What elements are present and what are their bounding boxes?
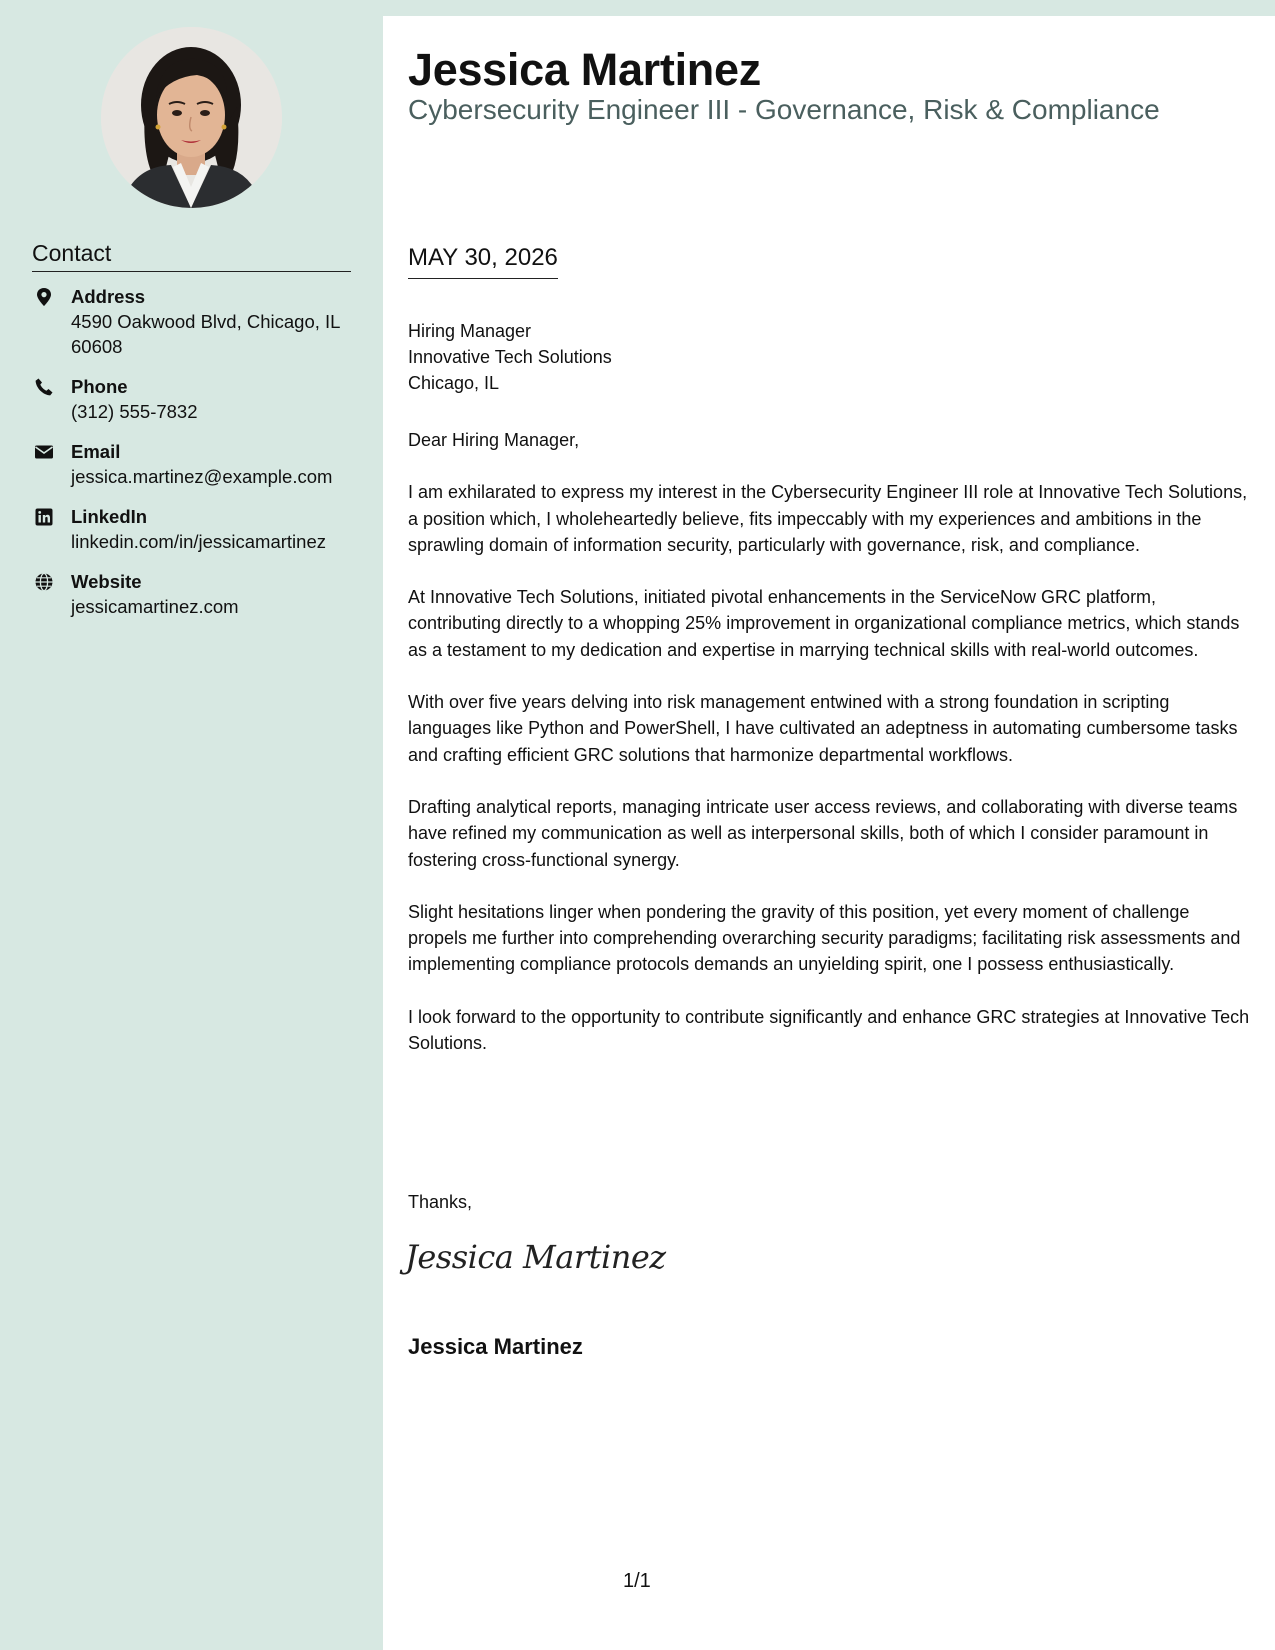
contact-label: Phone — [71, 376, 128, 397]
contact-value: 4590 Oakwood Blvd, Chicago, IL 60608 — [71, 311, 340, 357]
contact-value: jessicamartinez.com — [71, 596, 239, 617]
recipient-line: Chicago, IL — [408, 373, 500, 393]
contact-website — [32, 570, 362, 619]
recipient-block — [408, 318, 612, 396]
letter-body — [408, 427, 1253, 1082]
contact-email — [32, 440, 362, 489]
sidebar — [0, 0, 383, 1650]
signature — [405, 1238, 685, 1298]
signature-script: Jessica Martinez — [405, 1238, 666, 1276]
applicant-title: Cybersecurity Engineer III - Governance, Risk & Compliance — [408, 94, 1160, 125]
salutation: Dear Hiring Manager, — [408, 430, 580, 450]
linkedin-icon — [34, 507, 54, 527]
body-paragraph: Drafting analytical reports, managing intricate user access reviews, and collaborating with diverse teams have refined my communication as well as interpersonal skills, both of which I consider paramount in fostering cross-functional synergy. — [408, 796, 1238, 870]
phone-icon — [34, 377, 54, 397]
contact-label: LinkedIn — [71, 506, 148, 527]
contact-address — [32, 285, 362, 359]
letter-main — [383, 16, 1275, 1650]
recipient-line: Hiring Manager — [408, 321, 532, 341]
contact-value: jessica.martinez@example.com — [71, 466, 333, 487]
body-paragraph: Slight hesitations linger when pondering the gravity of this position, yet every moment of challenge propels me further into comprehending overarching security paradigms; facilitating risk assessments and implementing compliance protocols demands an unyielding spirit, one I possess enthusiastically. — [408, 901, 1241, 975]
contact-label: Email — [71, 441, 121, 462]
contact-list — [32, 285, 362, 635]
contact-value: linkedin.com/in/jessicamartinez — [71, 531, 326, 552]
signer-name: Jessica Martinez — [408, 1334, 583, 1359]
profile-photo-illustration — [101, 27, 282, 208]
body-paragraph: I look forward to the opportunity to contribute significantly and enhance GRC strategies at Innovative Tech Solutions. — [408, 1006, 1250, 1054]
body-paragraph: With over five years delving into risk management entwined with a strong foundation in scripting languages like Python and PowerShell, I have cultivated an adeptness in automating cumbersome tasks and crafting efficient GRC solutions that harmonize departmental workflows. — [408, 692, 1238, 765]
map-pin-icon — [34, 287, 54, 307]
page-number: 1/1 — [623, 1570, 651, 1592]
recipient-line: Innovative Tech Solutions — [408, 347, 612, 367]
envelope-icon — [34, 442, 54, 462]
profile-photo — [101, 27, 282, 208]
closing: Thanks, — [408, 1192, 473, 1212]
contact-linkedin — [32, 505, 362, 554]
contact-value: (312) 555-7832 — [71, 401, 198, 422]
contact-label: Address — [71, 286, 146, 307]
body-paragraph: I am exhilarated to express my interest in the Cybersecurity Engineer III role at Innovative Tech Solutions, a position which, I wholeheartedly believe, fits impeccably with my experiences and ambitions in the sprawling domain of information security, particularly with governance, risk, and compliance. — [408, 482, 1248, 555]
contact-label: Website — [71, 571, 142, 592]
letter-date: MAY 30, 2026 — [408, 244, 558, 279]
globe-icon — [34, 572, 54, 592]
body-paragraph: At Innovative Tech Solutions, initiated pivotal enhancements in the ServiceNow GRC platform, contributing directly to a whopping 25% improvement in organizational compliance metrics, which stands as a testament to my dedication and expertise in marrying technical skills with real-world outcomes. — [408, 587, 1240, 660]
contact-phone — [32, 375, 362, 424]
contact-heading: Contact — [32, 240, 351, 272]
applicant-name: Jessica Martinez — [408, 44, 761, 95]
